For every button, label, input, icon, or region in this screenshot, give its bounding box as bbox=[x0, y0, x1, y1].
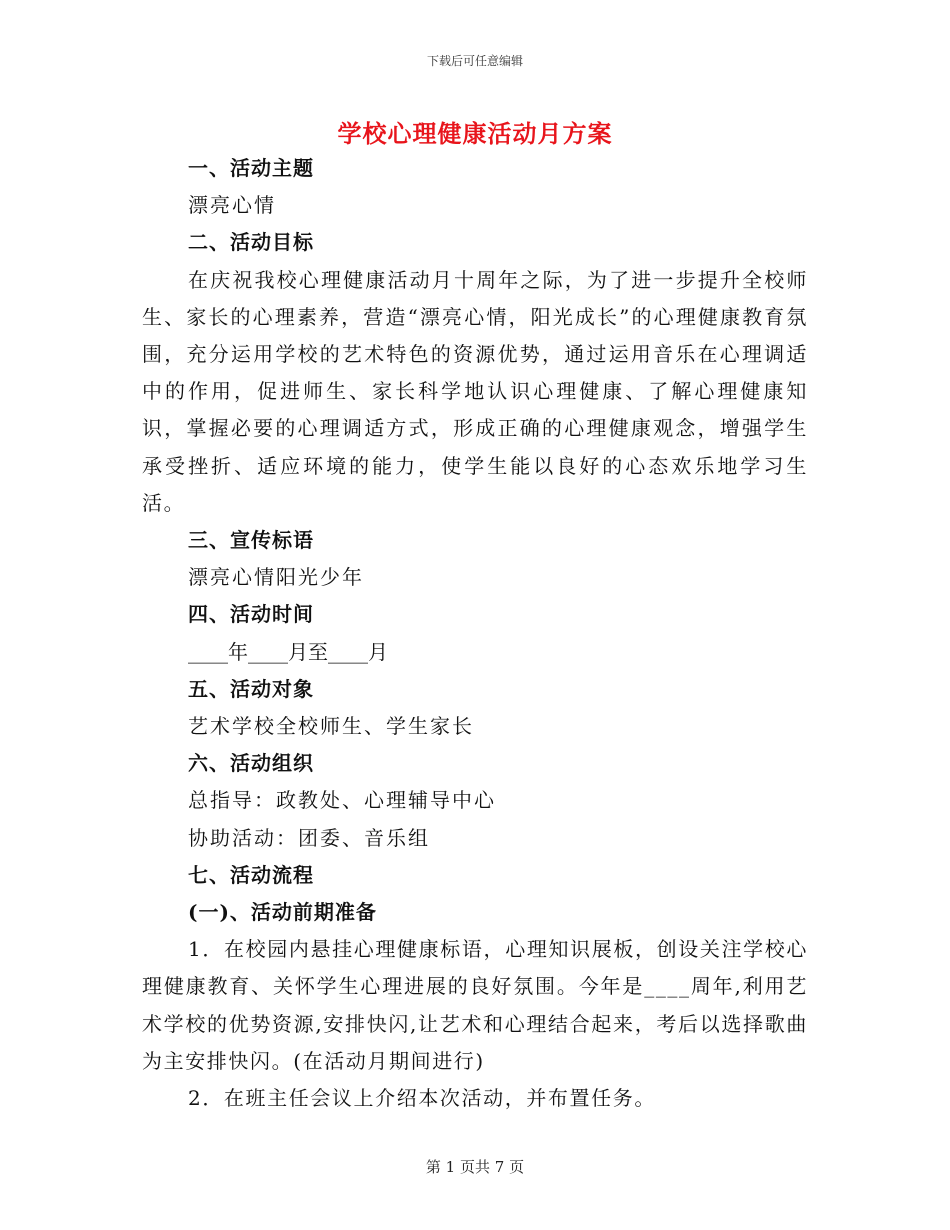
section-heading-theme: 一、活动主题 bbox=[188, 156, 314, 180]
section-body-theme: 漂亮心情 bbox=[188, 193, 276, 218]
section-heading-audience: 五、活动对象 bbox=[188, 676, 314, 701]
subsection-heading-preparation: (一)、活动前期准备 bbox=[188, 900, 377, 925]
document-body bbox=[142, 150, 808, 1117]
process-item-2: 2．在班主任会议上介绍本次活动，并布置任务。 bbox=[188, 1086, 656, 1111]
process-item-1: 1．在校园内悬挂心理健康标语，心理知识展板，创设关注学校心理健康教育、关怀学生心理进展的良好氛围。今年是____周年,利用艺术学校的优势资源,安排快闪,让艺术和心理结合起来，考后以选择歌曲为主安排快闪。(在活动月期间进行) bbox=[142, 937, 808, 1073]
section-heading-goal: 二、活动目标 bbox=[188, 230, 314, 255]
document-title: 学校心理健康活动月方案 bbox=[337, 119, 613, 148]
section-heading-slogan: 三、宣传标语 bbox=[188, 528, 314, 553]
section-heading-time: 四、活动时间 bbox=[188, 602, 314, 627]
organization-line-director: 总指导：政教处、心理辅导中心 bbox=[188, 788, 496, 813]
section-body-time: ____年____月至____月 bbox=[188, 639, 388, 664]
section-body-goal: 在庆祝我校心理健康活动月十周年之际，为了进一步提升全校师生、家长的心理素养，营造“漂亮心情，阳光成长”的心理健康教育氛围，充分运用学校的艺术特色的资源优势，通过运用音乐在心理调适中的作用，促进师生、家长科学地认识心理健康、了解心理健康知识，掌握必要的心理调适方式，形成正确的心理健康观念，增强学生承受挫折、适应环境的能力，使学生能以良好的心态欢乐地学习生活。 bbox=[142, 267, 808, 515]
section-heading-organization: 六、活动组织 bbox=[188, 751, 314, 776]
organization-line-assist: 协助活动：团委、音乐组 bbox=[188, 825, 430, 850]
section-body-audience: 艺术学校全校师生、学生家长 bbox=[188, 714, 474, 739]
section-body-slogan: 漂亮心情阳光少年 bbox=[188, 565, 364, 590]
page-header: 下载后可任意编辑 bbox=[426, 54, 523, 68]
page-footer: 第 1 页共 7 页 bbox=[425, 1158, 525, 1176]
section-heading-process: 七、活动流程 bbox=[188, 862, 314, 887]
